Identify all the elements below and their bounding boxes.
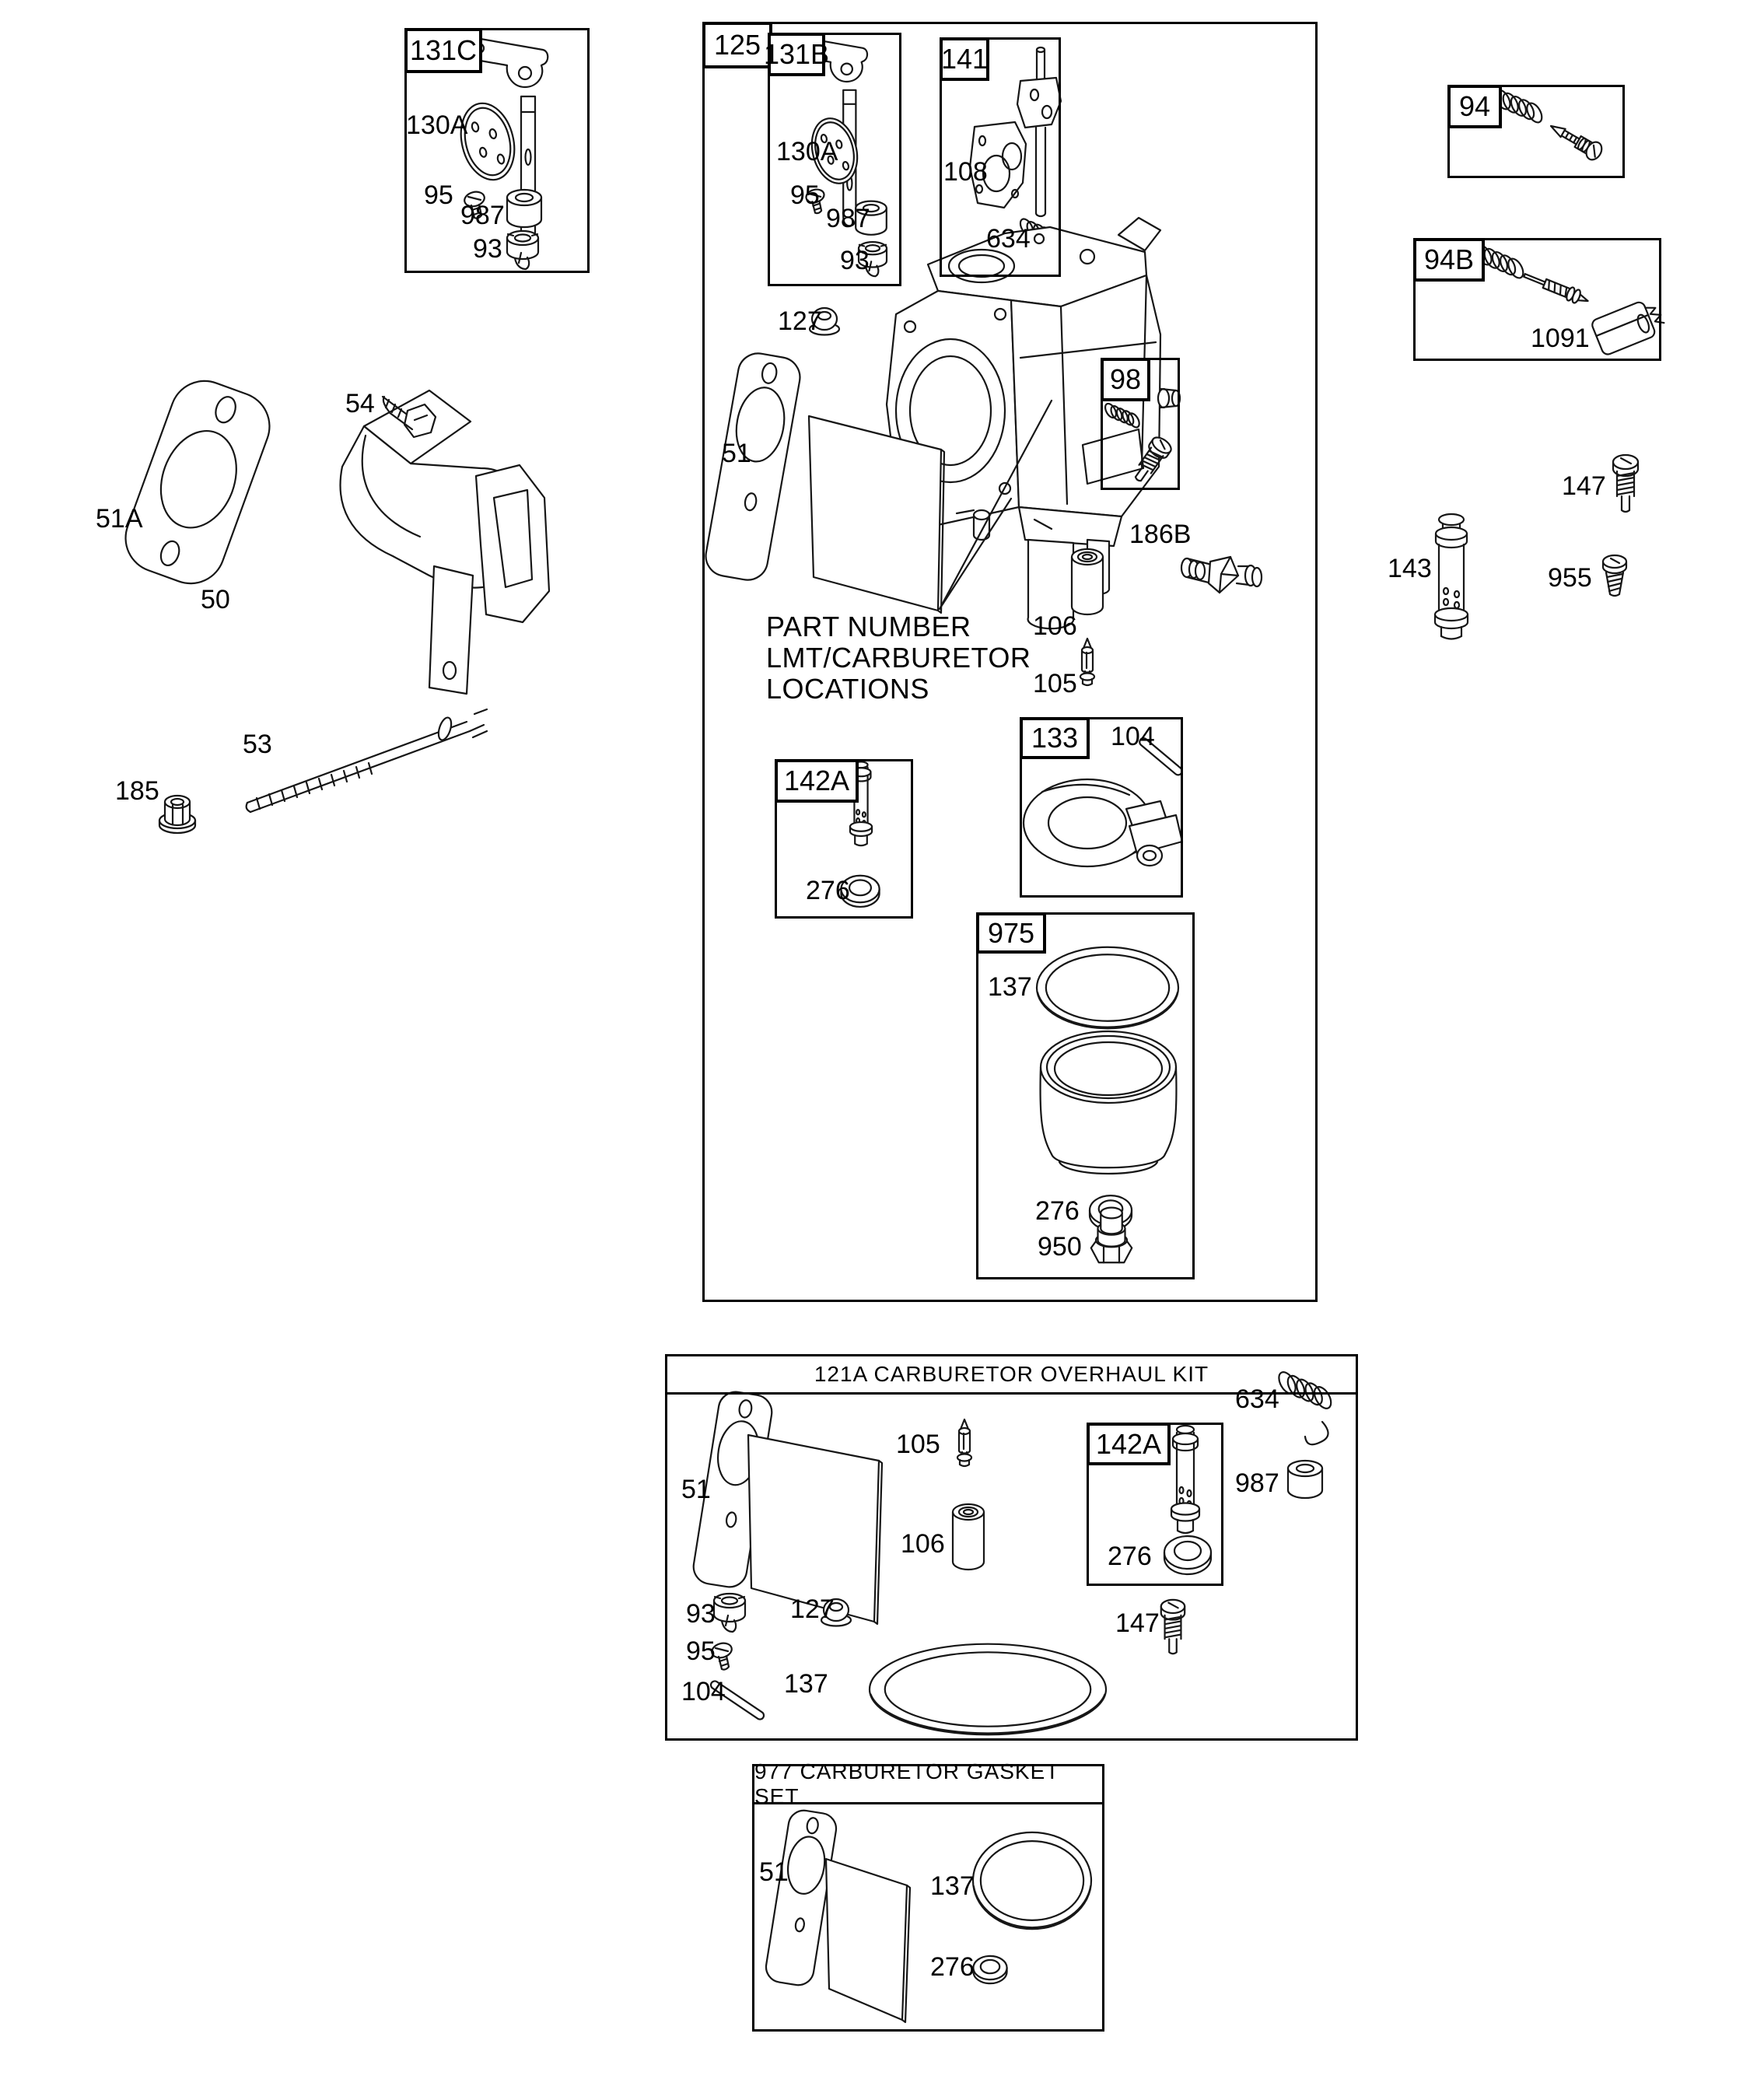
part-label-131b-130a: 130A: [776, 137, 838, 166]
intake-manifold-drawing: [341, 390, 549, 694]
part-label-105-main: 105: [1033, 669, 1077, 698]
callout-tag-131c: [404, 28, 482, 73]
tag-text-133: 133: [1031, 722, 1079, 754]
note-line-1: PART NUMBER: [766, 611, 971, 642]
screw-955-drawing: [1603, 555, 1626, 596]
part-label-131b-93: 93: [840, 246, 870, 275]
note-line-2: LMT/CARBURETOR: [766, 642, 1031, 674]
callout-tag-141: [940, 37, 989, 81]
part-label-gs-51: 51: [759, 1857, 789, 1887]
gasket-51A-drawing: [116, 371, 279, 593]
part-label-51-main: 51: [722, 439, 751, 468]
note-line-3: LOCATIONS: [766, 673, 929, 705]
overhaul-kit-title: 121A CARBURETOR OVERHAUL KIT: [814, 1362, 1209, 1386]
tag-text-94: 94: [1458, 90, 1491, 122]
part-label-kit-137: 137: [784, 1669, 828, 1699]
part-label-54: 54: [345, 389, 375, 418]
stud-53-drawing: [247, 709, 487, 812]
part-label-kit-276: 276: [1108, 1542, 1152, 1571]
part-label-106-main: 106: [1033, 611, 1077, 641]
part-label-141-634: 634: [986, 224, 1031, 254]
tag-text-975: 975: [987, 916, 1035, 949]
part-label-kit-147: 147: [1115, 1608, 1160, 1638]
part-label-143: 143: [1388, 554, 1432, 583]
part-label-kit-634: 634: [1235, 1384, 1279, 1414]
part-label-1091: 1091: [1531, 324, 1590, 353]
tag-text-131b: 131B: [763, 38, 830, 70]
part-label-131b-95: 95: [790, 180, 820, 210]
part-label-kit-105: 105: [896, 1430, 940, 1459]
part-label-975-950: 950: [1038, 1232, 1082, 1262]
gasket-set-box: [752, 1759, 1104, 2032]
nut-185-drawing: [159, 796, 195, 833]
part-number-note: [766, 611, 1031, 705]
callout-tag-131b: [763, 33, 830, 76]
part-label-kit-987: 987: [1235, 1468, 1279, 1498]
tag-text-141: 141: [940, 43, 989, 75]
part-label-131c-130a: 130A: [406, 110, 468, 140]
callout-tag-133: [1020, 717, 1090, 759]
part-label-955: 955: [1548, 563, 1592, 593]
callout-tag-125: [702, 22, 772, 68]
part-label-147-right: 147: [1562, 471, 1606, 501]
callout-tag-94b: [1413, 238, 1485, 282]
part-label-50: 50: [201, 585, 230, 614]
tag-text-142a-kit: 142A: [1095, 1427, 1162, 1460]
part-label-186b: 186B: [1129, 520, 1192, 549]
callout-box-975: [976, 912, 1195, 1279]
part-label-kit-106: 106: [901, 1529, 945, 1559]
callout-tag-98: [1101, 358, 1150, 401]
part-label-133-104: 104: [1111, 722, 1155, 751]
part-label-gs-276: 276: [930, 1952, 975, 1982]
part-label-kit-127: 127: [790, 1594, 835, 1624]
part-label-kit-51: 51: [681, 1475, 711, 1504]
callout-tag-975: [976, 912, 1046, 954]
part-label-185: 185: [115, 776, 159, 806]
tag-text-142a-main: 142A: [783, 765, 850, 796]
part-label-kit-104: 104: [681, 1677, 726, 1706]
part-label-131c-93: 93: [473, 234, 502, 264]
tag-text-125: 125: [713, 29, 761, 61]
part-label-131b-987: 987: [826, 204, 870, 233]
gasket-set-title-band: [754, 1759, 1102, 1808]
part-label-141-108: 108: [943, 157, 988, 187]
part-label-gs-137: 137: [930, 1871, 975, 1901]
part-label-142a-276: 276: [806, 876, 850, 905]
tag-text-98: 98: [1109, 363, 1142, 395]
part-label-131c-987: 987: [460, 201, 505, 230]
part-label-131c-95: 95: [424, 180, 453, 210]
part-label-127-main: 127: [778, 306, 822, 336]
part-label-975-276: 276: [1035, 1196, 1080, 1226]
callout-tag-142a-main: [775, 759, 859, 803]
gasket-set-title: 977 CARBURETOR GASKET SET: [754, 1759, 1059, 1808]
callout-tag-94: [1447, 85, 1502, 128]
part-label-975-137: 137: [988, 972, 1032, 1002]
tag-text-94b: 94B: [1423, 243, 1475, 275]
tag-text-131c: 131C: [409, 34, 478, 66]
emulsion-tube-143-drawing: [1435, 514, 1468, 639]
part-label-53: 53: [243, 730, 272, 759]
part-label-51a: 51A: [96, 504, 143, 534]
part-label-kit-93: 93: [686, 1599, 716, 1629]
callout-tag-142a-kit: [1087, 1423, 1171, 1465]
screw-147-drawing: [1613, 455, 1638, 512]
part-label-kit-95: 95: [686, 1636, 716, 1666]
